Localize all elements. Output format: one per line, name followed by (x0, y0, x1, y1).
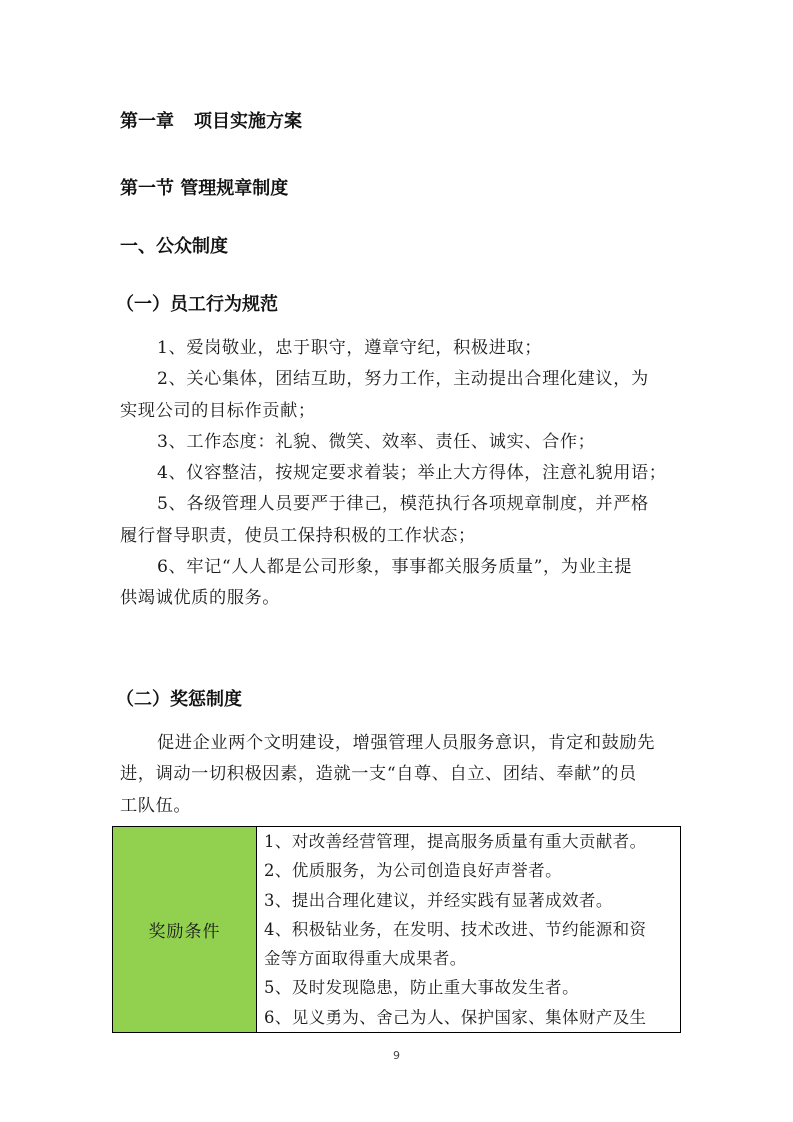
section-title: 第一节 管理规章制度 (120, 178, 289, 199)
condition-line: 金等方面取得重大成果者。 (264, 949, 467, 969)
chapter-title (120, 110, 302, 134)
conduct-line: 6、牢记“人人都是公司形象，事事都关服务质量”，为业主提 (157, 557, 632, 578)
condition-line: 2、优质服务，为公司创造良好声誉者。 (264, 861, 563, 881)
reward-conditions-content (257, 827, 681, 1033)
conduct-line: 3、工作态度：礼貌、微笑、效率、责任、诚实、合作； (157, 431, 596, 452)
condition-line: 1、对改善经营管理，提高服务质量有重大贡献者。 (264, 832, 647, 851)
employee-conduct-heading: （一）员工行为规范 (116, 294, 278, 315)
condition-line: 4、积极钻业务，在发明、技术改进、节约能源和资 (264, 919, 647, 939)
conduct-line: 履行督导职责，使员工保持积极的工作状态； (120, 525, 476, 546)
reward-punishment-heading: （二）奖惩制度 (116, 689, 242, 710)
conduct-line: 2、关心集体，团结互助，努力工作，主动提出合理化建议，为 (157, 369, 649, 390)
reward-punishment-intro (120, 728, 680, 822)
intro-line: 促进企业两个文明建设，增强管理人员服务意识，肯定和鼓励先 (157, 733, 656, 753)
table-row (113, 827, 681, 1033)
conduct-line: 5、各级管理人员要严于律己，模范执行各项规章制度，并严格 (157, 494, 649, 515)
condition-line: 5、及时发现隐患，防止重大事故发生者。 (264, 978, 579, 998)
conduct-line: 1、爱岗敬业，忠于职守，遵章守纪，积极进取； (157, 338, 543, 358)
reward-conditions-label: 奖励条件 (113, 827, 257, 1033)
subsection-title: 一、公众制度 (120, 236, 228, 257)
condition-line: 3、提出合理化建议，并经实践有显著成效者。 (264, 890, 613, 910)
intro-line: 工队伍。 (120, 795, 192, 816)
conduct-line: 实现公司的目标作贡献； (120, 400, 316, 421)
chapter-number: 第一章 (120, 111, 174, 132)
intro-line: 进，调动一切积极因素，造就一支“自尊、自立、团结、奉献”的员 (120, 764, 637, 785)
condition-line: 6、见义勇为、舍己为人、保护国家、集体财产及生 (264, 1007, 647, 1027)
page-number: 9 (393, 1049, 400, 1062)
conduct-line: 4、仪容整洁，按规定要求着装；举止大方得体，注意礼貌用语； (157, 463, 667, 484)
chapter-name: 项目实施方案 (194, 111, 302, 132)
conduct-line: 供竭诚优质的服务。 (120, 588, 281, 609)
reward-conditions-table (112, 826, 681, 1033)
employee-conduct-list (120, 333, 680, 615)
